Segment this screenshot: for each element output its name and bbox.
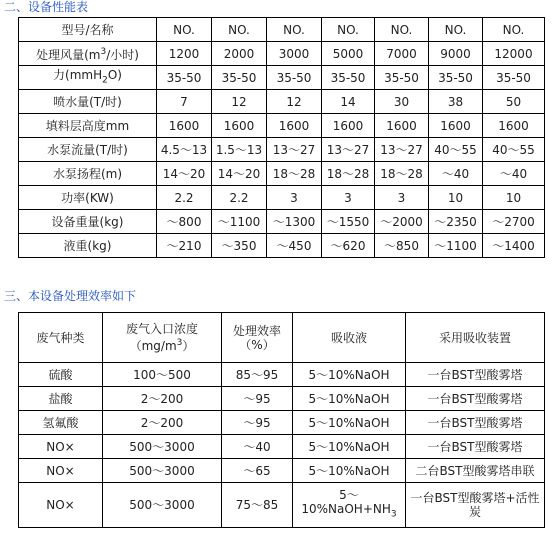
cell-concentration: 2～200	[103, 411, 222, 435]
table-header-row	[19, 18, 545, 42]
row-label: 水泵扬程(m)	[19, 162, 157, 186]
table-cell: 40～55	[483, 138, 545, 162]
table-cell: 1600	[212, 114, 267, 138]
header-model-no: NO.	[212, 18, 267, 42]
header-model-no: NO.	[429, 18, 483, 42]
table-cell: ～1100	[429, 234, 483, 258]
table-row	[19, 162, 545, 186]
cell-concentration: 2～200	[103, 387, 222, 411]
header-model-no: NO.	[375, 18, 429, 42]
table-cell: ～2350	[429, 210, 483, 234]
table-cell: ～1400	[483, 234, 545, 258]
table-row	[19, 435, 545, 459]
table-cell: ～800	[157, 210, 212, 234]
table-cell: 18～28	[322, 162, 375, 186]
cell-absorbent: 5～ $10\%NaOH+NH_3$	[293, 483, 406, 528]
table-row	[19, 66, 545, 90]
header-model-no: NO.	[322, 18, 375, 42]
table-cell: ～210	[157, 234, 212, 258]
header-model-name: 型号/名称	[19, 18, 157, 42]
header-gas-type: 废气种类	[19, 313, 103, 363]
table-cell: ～2000	[375, 210, 429, 234]
table-cell: ～1300	[267, 210, 322, 234]
row-label: 填料层高度mm	[19, 114, 157, 138]
cell-efficiency: 75～85	[222, 483, 293, 528]
cell-efficiency: ～95	[222, 411, 293, 435]
table-row	[19, 363, 545, 387]
table-cell: 1600	[429, 114, 483, 138]
table-cell: ～2700	[483, 210, 545, 234]
table-cell: ～1550	[322, 210, 375, 234]
table-cell: 14～20	[157, 162, 212, 186]
cell-device: 一台BST型酸雾塔	[406, 435, 545, 459]
row-label-pre: 力(mmH	[53, 67, 103, 82]
header-inlet-concentration: 废气入口浓度 $(mg/m^3)$	[103, 313, 222, 363]
table-row	[19, 210, 545, 234]
efficiency-table	[18, 312, 545, 528]
table-cell: 3000	[267, 42, 322, 66]
table-cell: 18～28	[375, 162, 429, 186]
performance-table	[18, 17, 545, 258]
cell-efficiency: ～40	[222, 435, 293, 459]
table-cell: 7000	[375, 42, 429, 66]
table-cell: 18～28	[267, 162, 322, 186]
table-cell: 2000	[212, 42, 267, 66]
table-cell: 2.2	[157, 186, 212, 210]
table-row	[19, 186, 545, 210]
table-cell: 14～20	[212, 162, 267, 186]
table-row	[19, 114, 545, 138]
table-cell: 12	[267, 90, 322, 114]
table-cell: 35-50	[322, 66, 375, 90]
cell-device: 一台BST型酸雾塔+活性炭	[406, 483, 545, 528]
table-cell: 12000	[483, 42, 545, 66]
header-model-no: NO.	[483, 18, 545, 42]
table-row	[19, 234, 545, 258]
table-cell: 3	[375, 186, 429, 210]
row-label	[19, 42, 157, 66]
table-cell: ～40	[429, 162, 483, 186]
cell-absorbent: 5～10%NaOH	[293, 435, 406, 459]
table-cell: 3	[322, 186, 375, 210]
table-cell: 38	[429, 90, 483, 114]
cell-concentration: 500～3000	[103, 459, 222, 483]
section-title-efficiency: 三、本设备处理效率如下	[4, 289, 137, 303]
header-absorbent: 吸收液	[293, 313, 406, 363]
table-cell: ～450	[267, 234, 322, 258]
cell-efficiency: ～65	[222, 459, 293, 483]
cell-gas-type: NO×	[19, 459, 103, 483]
cell-efficiency: 85～95	[222, 363, 293, 387]
table-row	[19, 90, 545, 114]
table-cell: 2.2	[212, 186, 267, 210]
table-row	[19, 483, 545, 528]
table-cell: ～850	[375, 234, 429, 258]
table-cell: 35-50	[157, 66, 212, 90]
table-row	[19, 411, 545, 435]
row-label	[19, 66, 157, 90]
table-cell: ～40	[483, 162, 545, 186]
cell-concentration: 500～3000	[103, 435, 222, 459]
table-cell: 1600	[322, 114, 375, 138]
cell-gas-type: 硫酸	[19, 363, 103, 387]
cell-gas-type: 盐酸	[19, 387, 103, 411]
header-device: 采用吸收装置	[406, 313, 545, 363]
table-cell: 1600	[375, 114, 429, 138]
cell-gas-type: NO×	[19, 483, 103, 528]
row-label: 喷水量(T/时)	[19, 90, 157, 114]
row-label-post: /小时)	[106, 48, 139, 62]
table-cell: ～1100	[212, 210, 267, 234]
row-label-pre: 处理风量(m	[36, 48, 101, 62]
header-model-no: NO.	[157, 18, 212, 42]
table-row	[19, 387, 545, 411]
cell-concentration: 100～500	[103, 363, 222, 387]
table-row	[19, 42, 545, 66]
cell-absorbent: 5～10%NaOH	[293, 459, 406, 483]
table-cell: 7	[157, 90, 212, 114]
cell-device: 一台BST型酸雾塔	[406, 363, 545, 387]
table-cell: 13～27	[267, 138, 322, 162]
table-cell: 30	[375, 90, 429, 114]
row-label: 水泵流量(T/时)	[19, 138, 157, 162]
row-label-sup: 3	[100, 47, 107, 57]
table-row	[19, 138, 545, 162]
table-cell: 14	[322, 90, 375, 114]
table-cell: 35-50	[375, 66, 429, 90]
cell-device: 一台BST型酸雾塔	[406, 411, 545, 435]
cell-absorbent: 5～10%NaOH	[293, 411, 406, 435]
cell-efficiency: ～95	[222, 387, 293, 411]
table-cell: 10	[483, 186, 545, 210]
table-cell: 1600	[267, 114, 322, 138]
table-cell: 1.5～13	[212, 138, 267, 162]
row-label-post: O)	[107, 67, 122, 82]
row-label-sub: 2	[102, 75, 108, 86]
table-cell: 40～55	[429, 138, 483, 162]
table-cell: ～350	[212, 234, 267, 258]
table-cell: 13～27	[375, 138, 429, 162]
table-cell: 5000	[322, 42, 375, 66]
row-label: 功率(KW)	[19, 186, 157, 210]
table-cell: 1600	[157, 114, 212, 138]
header-efficiency: 处理效率 （%）	[222, 313, 293, 363]
section-title-performance: 二、设备性能表	[4, 0, 89, 14]
cell-concentration: 500～3000	[103, 483, 222, 528]
table-cell: 9000	[429, 42, 483, 66]
table-cell: 12	[212, 90, 267, 114]
cell-device: 二台BST型酸雾塔串联	[406, 459, 545, 483]
table-cell: 10	[429, 186, 483, 210]
cell-absorbent: 5～10%NaOH	[293, 363, 406, 387]
table-cell: 35-50	[267, 66, 322, 90]
cell-absorbent: 5～10%NaOH	[293, 387, 406, 411]
header-model-no: NO.	[267, 18, 322, 42]
table-cell: 4.5～13	[157, 138, 212, 162]
cell-device: 一台BST型酸雾塔	[406, 387, 545, 411]
table-cell: 35-50	[212, 66, 267, 90]
table-cell: 13～27	[322, 138, 375, 162]
cell-gas-type: 氢氟酸	[19, 411, 103, 435]
table-header-row	[19, 313, 545, 363]
table-cell: 35-50	[483, 66, 545, 90]
table-cell: ～620	[322, 234, 375, 258]
row-label: 设备重量(kg)	[19, 210, 157, 234]
table-cell: 3	[267, 186, 322, 210]
cell-gas-type: NO×	[19, 435, 103, 459]
table-cell: 50	[483, 90, 545, 114]
table-cell: 1600	[483, 114, 545, 138]
table-cell: 1200	[157, 42, 212, 66]
row-label: 液重(kg)	[19, 234, 157, 258]
table-row	[19, 459, 545, 483]
table-cell: 35-50	[429, 66, 483, 90]
